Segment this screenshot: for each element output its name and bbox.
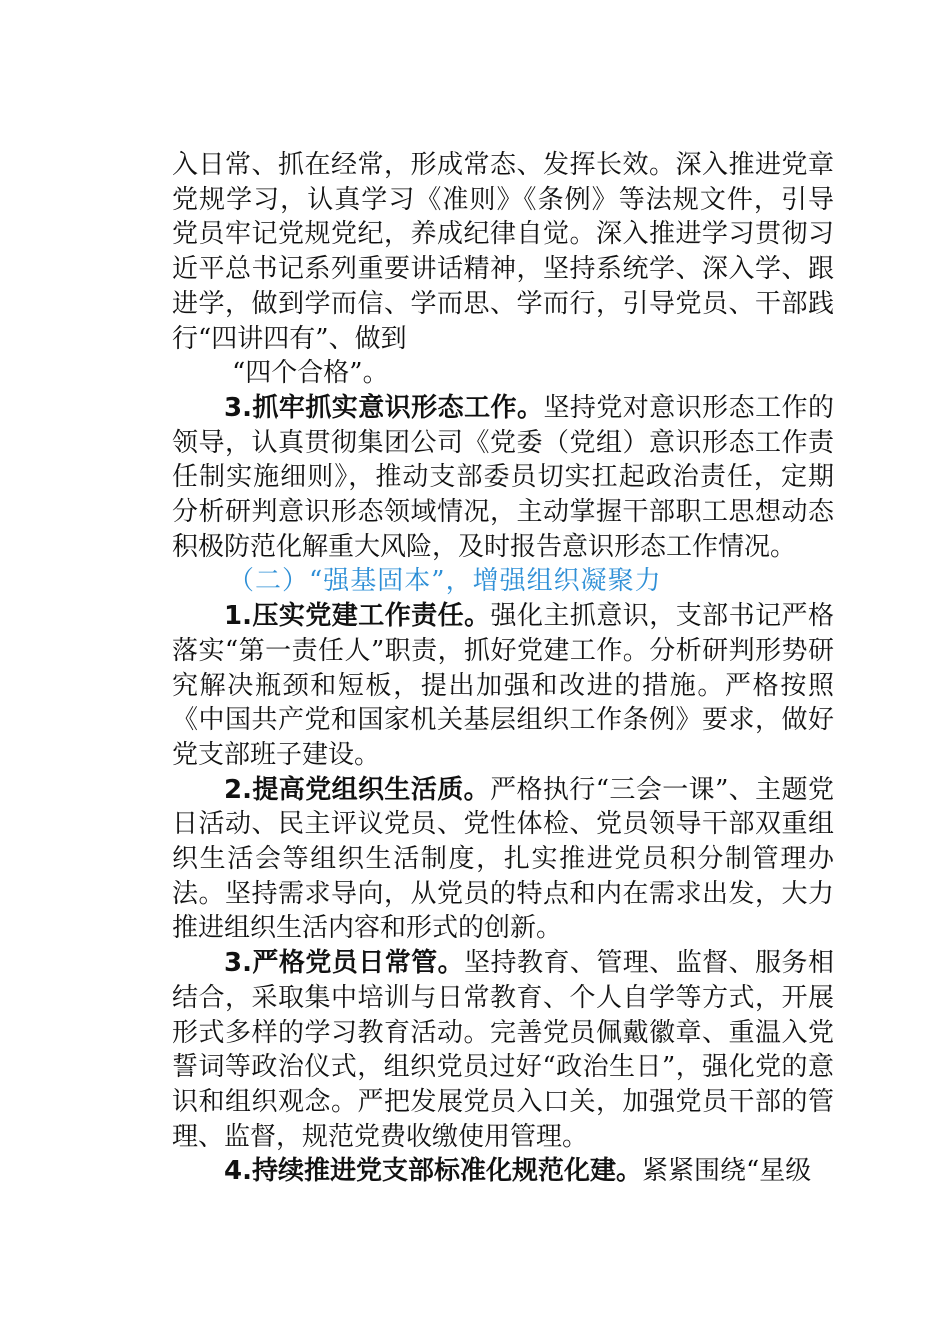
section-heading: （二）“强基固本”，增强组织凝聚力 bbox=[228, 566, 662, 597]
paragraph-member-management bbox=[172, 946, 834, 1154]
item-body-standardization: 紧紧围绕“星级 bbox=[641, 1156, 812, 1187]
paragraph-standardization bbox=[172, 1154, 834, 1189]
item-body-organization-life: 严格执行“三会一课”、主题党日活动、民主评议党员、党性体检、党员领导干部双重组织生活会等组织生活制度，扎实推进党员积分制管理办法。坚持需求导向，从党员的特点和内在需求出发，大力推进组织生活内容和形式的创新。 bbox=[172, 774, 834, 944]
paragraph-ideology-work bbox=[172, 391, 834, 565]
item-body-ideology: 坚持党对意识形态工作的领导，认真贯彻集团公司《党委（党组）意识形态工作责任制实施细则》，推动支部委员切实扛起政治责任，定期分析研判意识形态领域情况，主动掌握干部职工思想动态积极防范化解重大风险，及时报告意识形态工作情况。 bbox=[172, 392, 834, 562]
paragraph-responsibility bbox=[172, 599, 834, 773]
paragraph-four-qualified: “四个合格”。 bbox=[232, 358, 389, 389]
item-body-member-management: 坚持教育、管理、监督、服务相结合，采取集中培训与日常教育、个人自学等方式，开展形式多样的学习教育活动。完善党员佩戴徽章、重温入党誓词等政治仪式，组织党员过好“政治生日”，强化党的意识和组织观念。严把发展党员入口关，加强党员干部的管理、监督，规范党费收缴使用管理。 bbox=[172, 948, 834, 1152]
item-title-responsibility: 1.压实党建工作责任。 bbox=[224, 601, 491, 632]
item-title-standardization: 4.持续推进党支部标准化规范化建。 bbox=[224, 1156, 642, 1187]
document-body bbox=[172, 148, 834, 1189]
item-body-responsibility: 强化主抓意识，支部书记严格落实“第一责任人”职责，抓好党建工作。分析研判形势研究解决瓶颈和短板，提出加强和改进的措施。严格按照《中国共产党和国家机关基层组织工作条例》要求，做好党支部班子建设。 bbox=[172, 601, 834, 770]
item-title-member-management: 3.严格党员日常管。 bbox=[224, 948, 465, 979]
item-title-organization-life: 2.提高党组织生活质。 bbox=[224, 774, 491, 805]
paragraph-continuation: 入日常、抓在经常，形成常态、发挥长效。深入推进党章党规学习，认真学习《准则》《条例》等法规文件，引导党员牢记党规党纪，养成纪律自觉。深入推进学习贯彻习近平总书记系列重要讲话精神，坚持系统学、深入学、跟进学，做到学而信、学而思、学而行，引导党员、干部践行“四讲四有”、做到 bbox=[172, 150, 834, 354]
item-title-ideology: 3.抓牢抓实意识形态工作。 bbox=[224, 392, 544, 423]
paragraph-organization-life bbox=[172, 773, 834, 947]
